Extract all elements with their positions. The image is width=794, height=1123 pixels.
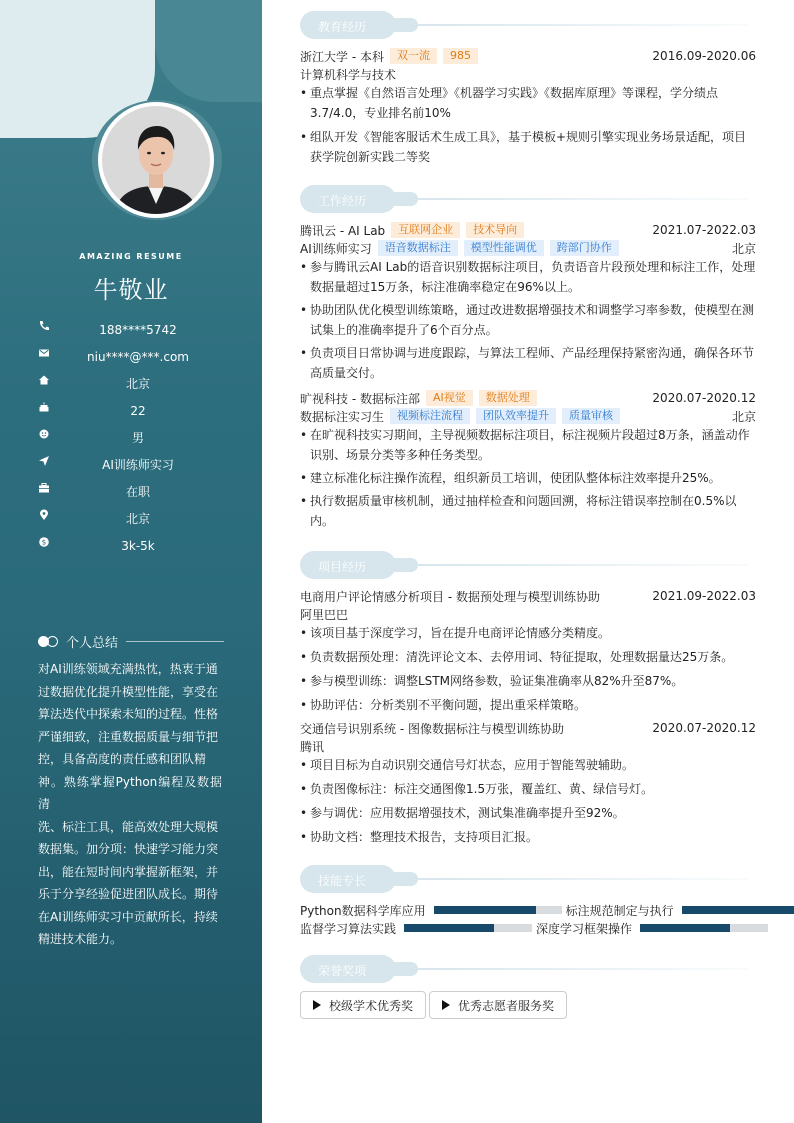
company-name: 腾讯云 - AI Lab [300,223,386,238]
job-role: AI训练师实习 [300,241,372,256]
list-item: • 参与调优：应用数据增强技术，测试集准确率提升至92%。 [300,803,756,823]
city: 北京 [731,409,756,424]
info-age: 22 [38,397,228,424]
work-bullets [300,257,756,386]
work-bullets [300,425,756,534]
tag: 双一流 [390,48,437,64]
section-header-work [300,185,760,213]
skill-bar [682,906,794,914]
project-header [300,587,756,605]
award-label: 优秀志愿者服务奖 [458,998,555,1013]
section-title: 荣誉奖项 [318,964,367,978]
contact-info-list [38,316,228,559]
info-email: niu****@***.com [38,343,228,370]
info-position: AI训练师实习 [38,451,228,478]
date-range: 2021.09-2022.03 [652,589,756,603]
tag: 数据处理 [479,390,537,406]
tag: 互联网企业 [391,222,460,238]
project-bullets [300,623,756,719]
avatar-image [102,106,210,214]
summary-dots-icon [38,635,58,647]
section-header-education [300,11,760,39]
school-name: 浙江大学 - 本科 [300,49,384,64]
list-item: • 重点掌握《自然语言处理》《机器学习实践》《数据库原理》等课程，学分绩点3.7/4.0，专业排名前10% [300,83,756,123]
list-item: • 负责图像标注：标注交通图像1.5万张，覆盖红、黄、绿信号灯。 [300,779,756,799]
skill-row [300,920,772,936]
major: 计算机科学与技术 [300,67,397,82]
tag: 跨部门协作 [550,240,619,256]
skill-bar-fill [682,906,794,914]
home-icon [38,374,50,386]
cake-icon [38,401,50,413]
project-bullets [300,755,756,851]
education-bullets [300,83,756,170]
skill-bar [434,906,562,914]
education-header [300,47,756,65]
skill-bar-fill [640,924,730,932]
divider [126,641,224,642]
skill-name: Python数据科学库应用 [300,903,426,918]
skill-name: 监督学习算法实践 [300,921,397,936]
candidate-name: 牛敬业 [93,276,169,304]
skill-name: 标注规范制定与执行 [565,903,674,918]
tag: 视频标注流程 [390,408,470,424]
section-title: 技能专长 [318,874,367,888]
list-item: • 协助团队优化模型训练策略，通过改进数据增强技术和调整学习率参数，使模型在测试集上的准确率提升了6个百分点。 [300,300,756,340]
info-location: 北京 [38,505,228,532]
award-label: 校级学术优秀奖 [329,998,414,1013]
project-title: 电商用户评论情感分析项目 - 数据预处理与模型训练协助 [300,589,600,604]
job-role: 数据标注实习生 [300,409,385,424]
list-item: • 项目目标为自动识别交通信号灯状态，应用于智能驾驶辅助。 [300,755,756,775]
skill-bar [640,924,768,932]
list-item: • 执行数据质量审核机制，通过抽样检查和问题回溯，将标注错误率控制在0.5%以内。 [300,491,756,531]
info-salary: $ 3k-5k [38,532,228,559]
play-triangle-icon [442,1000,450,1010]
tag: 质量审核 [562,408,620,424]
resume-tagline: AMAZING RESUME [79,252,183,261]
play-triangle-icon [313,1000,321,1010]
skill-bar-fill [404,924,494,932]
city: 北京 [731,241,756,256]
list-item: • 建立标准化标注操作流程，组织新员工培训，使团队整体标注效率提升25%。 [300,468,756,488]
section-header-skills [300,865,760,893]
project-org: 腾讯 [300,739,325,754]
list-item: • 参与模型训练：调整LSTM网络参数，验证集准确率从82%升至87%。 [300,671,756,691]
summary-header [38,632,224,650]
project-org-row [300,605,756,623]
date-range: 2020.07-2020.12 [652,721,756,735]
skill-name: 深度学习框架操作 [536,921,633,936]
info-home: 北京 [38,370,228,397]
avatar [98,102,214,218]
send-icon [38,455,50,467]
tag: 语音数据标注 [378,240,458,256]
award-badge [429,991,567,1019]
briefcase-icon [38,482,50,494]
work-role-row [300,407,756,425]
section-title: 项目经历 [318,560,367,574]
salary-icon [38,536,50,548]
date-range: 2016.09-2020.06 [652,49,756,63]
tag: 团队效率提升 [476,408,556,424]
summary-text: 对AI训练领域充满热忱，热衷于通 过数据优化提升模型性能，享受在 算法迭代中探索未知的过程。性格 严谨细致，注重数据质量与细节把 控，具备高度的责任感和团队精 神。熟练掌握Python编程及数据清 洗、标注工具，能高效处理大规模 数据集。加分项：快速学习能力突 出，能在短时间内掌握新框架，并 乐于分享经验促进团队成长。期待 在AI训练师实习中贡献所长，持续 精进技术能力。 [38,662,222,946]
info-phone: 188****5742 [38,316,228,343]
email-icon [38,347,50,359]
date-range: 2021.07-2022.03 [652,223,756,237]
project-title: 交通信号识别系统 - 图像数据标注与模型训练协助 [300,721,564,736]
tag: AI视觉 [426,390,473,406]
info-gender: 男 [38,424,228,451]
list-item: • 协助评估：分析类别不平衡问题，提出重采样策略。 [300,695,756,715]
list-item: • 该项目基于深度学习，旨在提升电商评论情感分类精度。 [300,623,756,643]
svg-text:$: $ [41,538,47,547]
list-item: • 参与腾讯云AI Lab的语音识别数据标注项目，负责语音片段预处理和标注工作，处理数据量超过15万条，标注准确率稳定在96%以上。 [300,257,756,297]
work-header [300,389,756,407]
list-item: • 负责数据预处理：清洗评论文本、去停用词、特征提取，处理数据量达25万条。 [300,647,756,667]
list-item: • 组队开发《智能客服话术生成工具》，基于模板+规则引擎实现业务场景适配，项目获学院创新实践二等奖 [300,127,756,167]
list-item: • 协助文档：整理技术报告，支持项目汇报。 [300,827,756,847]
location-pin-icon [38,509,50,521]
education-major-row [300,65,756,83]
list-item: • 在旷视科技实习期间，主导视频数据标注项目，标注视频片段超过8万条，涵盖动作识别、场景分类等多种任务类型。 [300,425,756,465]
tag: 技术导向 [466,222,524,238]
section-header-awards [300,955,760,983]
tag: 985 [443,48,478,64]
info-status: 在职 [38,478,228,505]
section-title: 工作经历 [318,194,367,208]
date-range: 2020.07-2020.12 [652,391,756,405]
sidebar-decoration [155,0,262,102]
skill-row [300,902,794,918]
company-name: 旷视科技 - 数据标注部 [300,391,420,406]
section-title: 教育经历 [318,20,367,34]
skill-bar [404,924,532,932]
project-org-row [300,737,756,755]
award-badge [300,991,426,1019]
sidebar [0,0,262,1123]
gender-icon [38,428,50,440]
work-role-row [300,239,756,257]
project-org: 阿里巴巴 [300,607,349,622]
work-header [300,221,756,239]
section-header-projects [300,551,760,579]
list-item: • 负责项目日常协调与进度跟踪，与算法工程师、产品经理保持紧密沟通，确保各环节高质量交付。 [300,343,756,383]
skill-bar-fill [434,906,536,914]
phone-icon [38,320,50,332]
summary-title: 个人总结 [66,635,119,651]
tag: 模型性能调优 [464,240,544,256]
project-header [300,719,756,737]
